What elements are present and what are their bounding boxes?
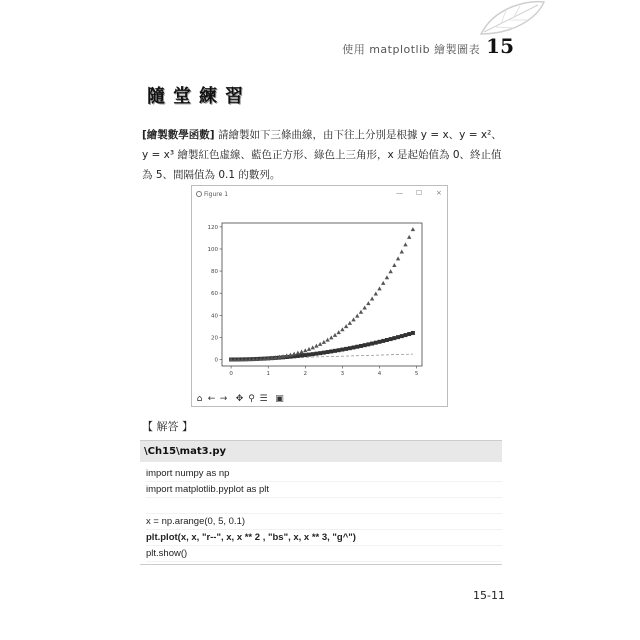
section-title-char: 隨 [147, 86, 165, 107]
series-point-triangle [292, 352, 296, 356]
y-tick-label: 80 [211, 269, 218, 276]
close-button[interactable]: × [436, 189, 442, 197]
series-point-triangle [400, 250, 404, 254]
series-point-square [352, 345, 356, 349]
series-point-square [370, 342, 374, 346]
chapter-header [342, 34, 514, 58]
answer-label: 【 解答 】 [142, 420, 193, 433]
y-tick-label: 0 [214, 357, 218, 364]
x-tick-label: 2 [303, 371, 308, 377]
series-point-square [359, 344, 363, 348]
series-point-square [322, 351, 326, 355]
plot-canvas [192, 202, 447, 392]
configure-icon[interactable]: ☰ [259, 394, 268, 404]
maximize-button[interactable]: ☐ [416, 189, 423, 197]
series-point-triangle [348, 321, 352, 325]
figure-titlebar [192, 186, 447, 202]
x-tick-label: 0 [229, 371, 233, 377]
series-point-square [363, 343, 367, 347]
series-point-square [400, 334, 404, 338]
code-line: x = np.arange(0, 5, 0.1) [146, 514, 502, 530]
y-tick-label: 100 [207, 246, 218, 253]
series-point-square [307, 353, 311, 357]
series-point-square [385, 338, 389, 342]
y-tick-label: 60 [211, 291, 218, 298]
matplotlib-logo-icon [196, 191, 202, 197]
series-point-square [381, 339, 385, 343]
series-point-square [344, 347, 348, 351]
series-point-triangle [288, 353, 292, 357]
section-title-char: 堂 [173, 86, 191, 107]
minimize-button[interactable]: — [396, 189, 403, 197]
zoom-icon[interactable]: ⚲ [248, 394, 255, 404]
x-tick-label: 1 [266, 371, 270, 377]
section-title-char: 習 [225, 86, 243, 107]
code-line: import numpy as np [146, 466, 502, 482]
code-body [140, 462, 502, 565]
series-point-triangle [344, 324, 348, 328]
series-point-square [366, 342, 370, 346]
series-point-triangle [333, 333, 337, 337]
series-point-triangle [392, 263, 396, 267]
series-point-triangle [381, 281, 385, 285]
leaf-decoration-icon [476, 0, 546, 36]
series-point-square [318, 351, 322, 355]
figure-window [191, 185, 448, 407]
save-icon[interactable]: ▣ [275, 394, 284, 404]
series-point-triangle [296, 351, 300, 355]
code-line [146, 498, 502, 514]
y-tick-label: 120 [207, 224, 218, 231]
forward-arrow-icon[interactable]: → [219, 394, 228, 404]
series-point-square [348, 346, 352, 350]
y-tick-label: 20 [211, 335, 218, 342]
series-point-triangle [314, 344, 318, 348]
series-point-square [403, 333, 407, 337]
code-filename: \Ch15\mat3.py [140, 440, 502, 462]
series-point-triangle [407, 235, 411, 239]
exercise-tag: [繪製數學函數] [142, 129, 215, 141]
series-point-triangle [329, 335, 333, 339]
series-point-square [411, 331, 415, 335]
home-icon[interactable]: ⌂ [196, 394, 203, 404]
series-point-triangle [351, 317, 355, 321]
series-point-triangle [396, 256, 400, 260]
code-block [140, 440, 502, 565]
chapter-number: 15 [486, 34, 514, 58]
y-tick-label: 40 [211, 313, 218, 320]
series-point-triangle [299, 350, 303, 354]
series-point-square [311, 352, 315, 356]
code-line: import matplotlib.pyplot as plt [146, 482, 502, 498]
series-point-triangle [340, 327, 344, 331]
axes-frame [222, 223, 422, 366]
series-point-square [333, 349, 337, 353]
series-point-triangle [303, 348, 307, 352]
x-tick-label: 4 [377, 371, 382, 377]
x-tick-label: 5 [414, 371, 419, 377]
series-point-square [300, 354, 304, 358]
series-point-square [374, 341, 378, 345]
section-title [144, 82, 246, 108]
series-point-square [355, 345, 359, 349]
figure-title: Figure 1 [204, 190, 229, 198]
series-point-triangle [388, 269, 392, 273]
series-point-triangle [385, 275, 389, 279]
series-point-triangle [311, 345, 315, 349]
series-point-square [329, 349, 333, 353]
series-point-triangle [307, 347, 311, 351]
exercise-paragraph [142, 125, 502, 185]
series-point-triangle [374, 292, 378, 296]
series-point-triangle [403, 242, 407, 246]
series-point-triangle [355, 314, 359, 318]
series-point-square [389, 337, 393, 341]
code-line: plt.plot(x, x, "r--", x, x ** 2 , "bs", x, x ** 3, "g^") [146, 530, 502, 546]
pan-icon[interactable]: ✥ [235, 394, 244, 404]
series-point-square [326, 350, 330, 354]
series-point-square [314, 352, 318, 356]
page-number: 15-11 [473, 589, 505, 602]
code-line: plt.show() [146, 546, 502, 562]
series-point-square [378, 340, 382, 344]
series-point-square [337, 348, 341, 352]
series-point-triangle [362, 306, 366, 310]
series-point-square [396, 335, 400, 339]
section-title-char: 練 [199, 86, 217, 107]
figure-toolbar [194, 392, 285, 406]
series-point-square [340, 348, 344, 352]
series-point-triangle [336, 330, 340, 334]
chapter-title: 使用 matplotlib 繪製圖表 [342, 43, 481, 56]
x-tick-label: 3 [340, 371, 345, 377]
series-point-triangle [411, 227, 415, 231]
series-point-square [407, 332, 411, 336]
back-arrow-icon[interactable]: ← [207, 394, 216, 404]
series-point-triangle [325, 338, 329, 342]
exercise-text: 請繪製如下三條曲線，由下往上分別是根據 y = x、y = x²、y = x³ 繪製紅色虛線、藍色正方形、綠色上三角形，x 是起始值為 0、終止值為 5、間隔值為 0.1 的數列。 [142, 129, 502, 181]
series-point-square [392, 336, 396, 340]
series-point-triangle [359, 310, 363, 314]
series-point-triangle [370, 296, 374, 300]
series-point-triangle [322, 340, 326, 344]
series-point-triangle [366, 301, 370, 305]
series-point-square [303, 353, 307, 357]
series-point-triangle [377, 286, 381, 290]
